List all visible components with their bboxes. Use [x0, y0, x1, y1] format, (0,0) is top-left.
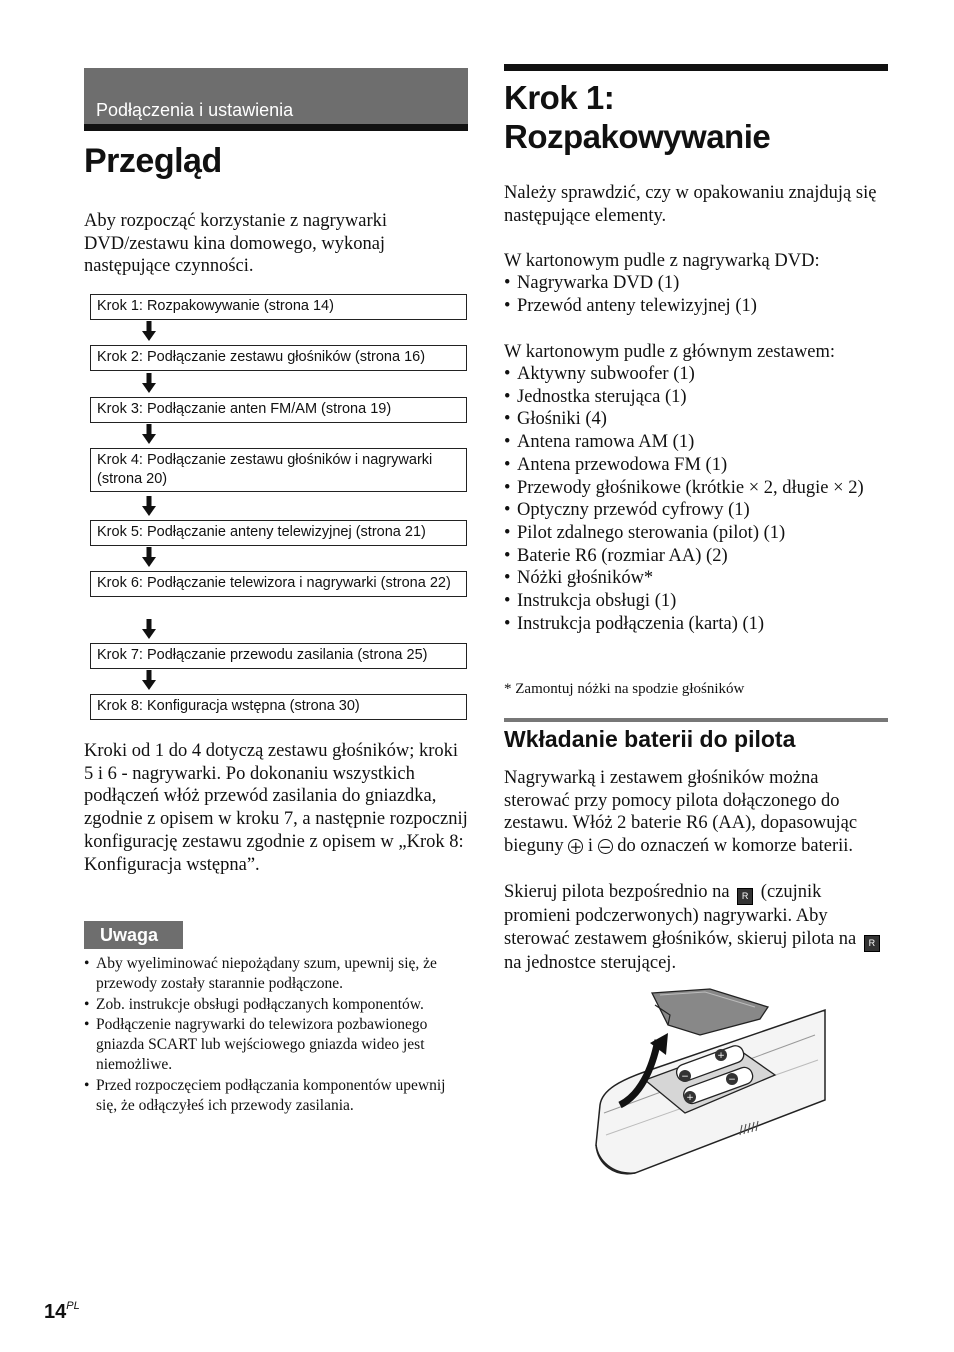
footnote: * Zamontuj nóżki na spodzie głośników — [504, 681, 745, 697]
section-header-title: Podłączenia i ustawienia — [96, 100, 294, 120]
flow-step-8: Krok 8: Konfiguracja wstępna (strona 30) — [90, 694, 467, 720]
list-item: • Jednostka sterująca (1) — [504, 386, 888, 409]
box2-list — [504, 363, 888, 635]
list-item: • Aktywny subwoofer (1) — [504, 363, 888, 386]
svg-text:+: + — [686, 1093, 694, 1103]
box1-list — [504, 272, 888, 317]
list-item: • Głośniki (4) — [504, 408, 888, 431]
step1-title-line1: Krok 1: — [504, 79, 615, 116]
flow-step-3: Krok 3: Podłączanie anten FM/AM (strona 19) — [90, 397, 467, 423]
note-item: • Przed rozpoczęciem podłączania komponentów upewnij się, że odłączyłeś ich przewody zasilania. — [84, 1076, 468, 1117]
list-item: • Przewód anteny telewizyjnej (1) — [504, 295, 888, 318]
flow-arrow-icon — [142, 670, 156, 690]
overview-title: Przegląd — [84, 142, 222, 180]
flow-arrow-icon — [142, 619, 156, 639]
plus-pole-icon: + — [569, 838, 583, 857]
svg-text:−: − — [728, 1075, 736, 1085]
remote-battery-illustration — [590, 985, 830, 1180]
flow-step-1: Krok 1: Rozpakowywanie (strona 14) — [90, 294, 467, 320]
ir-sensor-icon: R — [737, 888, 753, 905]
box2-heading: W kartonowym pudle z głównym zestawem: — [504, 342, 836, 362]
subtitle-rule — [504, 718, 888, 722]
svg-text:−: − — [681, 1072, 689, 1082]
flow-step-6: Krok 6: Podłączanie telewizora i nagrywarki (strona 22) — [90, 571, 467, 597]
flow-arrow-icon — [142, 424, 156, 444]
ir-sensor-icon: R — [864, 935, 880, 952]
page-lang: PL — [66, 1300, 80, 1312]
list-item: • Nagrywarka DVD (1) — [504, 272, 888, 295]
list-item: • Pilot zdalnego sterowania (pilot) (1) — [504, 522, 888, 545]
minus-pole-icon: − — [598, 838, 612, 857]
flow-arrow-icon — [142, 321, 156, 341]
page-number: $14^{PL}$ — [44, 1300, 80, 1323]
step1-title-line2: Rozpakowywanie — [504, 118, 771, 155]
battery-paragraph-1: Nagrywarką i zestawem głośników można sterować przy pomocy pilota dołączonego do zestawu. Włóż 2 baterie R6 (AA), dopasowując bieguny + i − do oznaczeń w komorze baterii. — [504, 768, 858, 857]
list-item: • Optyczny przewód cyfrowy (1) — [504, 499, 888, 522]
battery-subtitle: Wkładanie baterii do pilota — [504, 726, 796, 752]
title-rule — [504, 64, 888, 71]
note-item: • Zob. instrukcje obsługi podłączanych komponentów. — [84, 995, 468, 1015]
note-item: • Aby wyeliminować niepożądany szum, upewnij się, że przewody zostały starannie podłączone. — [84, 954, 468, 995]
flow-step-4: Krok 4: Podłączanie zestawu głośników i nagrywarki (strona 20) — [90, 448, 467, 492]
list-item: • Przewody głośnikowe (krótkie × 2, długie × 2) — [504, 477, 888, 500]
list-item: • Instrukcja obsługi (1) — [504, 590, 888, 613]
step1-title — [504, 78, 770, 156]
flow-step-5: Krok 5: Podłączanie anteny telewizyjnej (strona 21) — [90, 520, 467, 546]
section-header-band — [84, 68, 468, 131]
flow-arrow-icon — [142, 373, 156, 393]
note-item: • Podłączenie nagrywarki do telewizora pozbawionego gniazda SCART lub wejściowego gniazda wideo jest niemożliwe. — [84, 1015, 468, 1076]
flow-arrow-icon — [142, 547, 156, 567]
svg-text:+: + — [717, 1051, 725, 1061]
list-item: • Baterie R6 (rozmiar AA) (2) — [504, 545, 888, 568]
unpack-intro: Należy sprawdzić, czy w opakowaniu znajdują się następujące elementy. — [504, 183, 877, 226]
note-list — [84, 954, 468, 1116]
battery-paragraph-2: Skieruj pilota bezpośrednio na R (czujnik promieni podczerwonych) nagrywarki. Aby sterować zestawem głośników, skieruj pilota na R na jednostce sterującej. — [504, 881, 888, 974]
box1-heading: W kartonowym pudle z nagrywarką DVD: — [504, 251, 820, 271]
list-item: • Antena ramowa AM (1) — [504, 431, 888, 454]
note-label: Uwaga — [84, 921, 183, 949]
overview-summary: Kroki od 1 do 4 dotyczą zestawu głośników; kroki 5 i 6 - nagrywarki. Po dokonaniu wszystkich podłączeń włóż przewód zasilania do gniazdka, zgodnie z opisem w kroku 7, a następnie rozpocznij konfigurację zestawu zgodnie z opisem w „Krok 8: Konfiguracja wstępna”. — [84, 741, 468, 875]
list-item: • Nóżki głośników* — [504, 567, 888, 590]
list-item: • Instrukcja podłączenia (karta) (1) — [504, 613, 888, 636]
flow-arrow-icon — [142, 496, 156, 516]
flow-step-7: Krok 7: Podłączanie przewodu zasilania (strona 25) — [90, 643, 467, 669]
flow-step-2: Krok 2: Podłączanie zestawu głośników (strona 16) — [90, 345, 467, 371]
list-item: • Antena przewodowa FM (1) — [504, 454, 888, 477]
overview-intro: Aby rozpocząć korzystanie z nagrywarki DVD/zestawu kina domowego, wykonaj następujące czynności. — [84, 211, 388, 277]
